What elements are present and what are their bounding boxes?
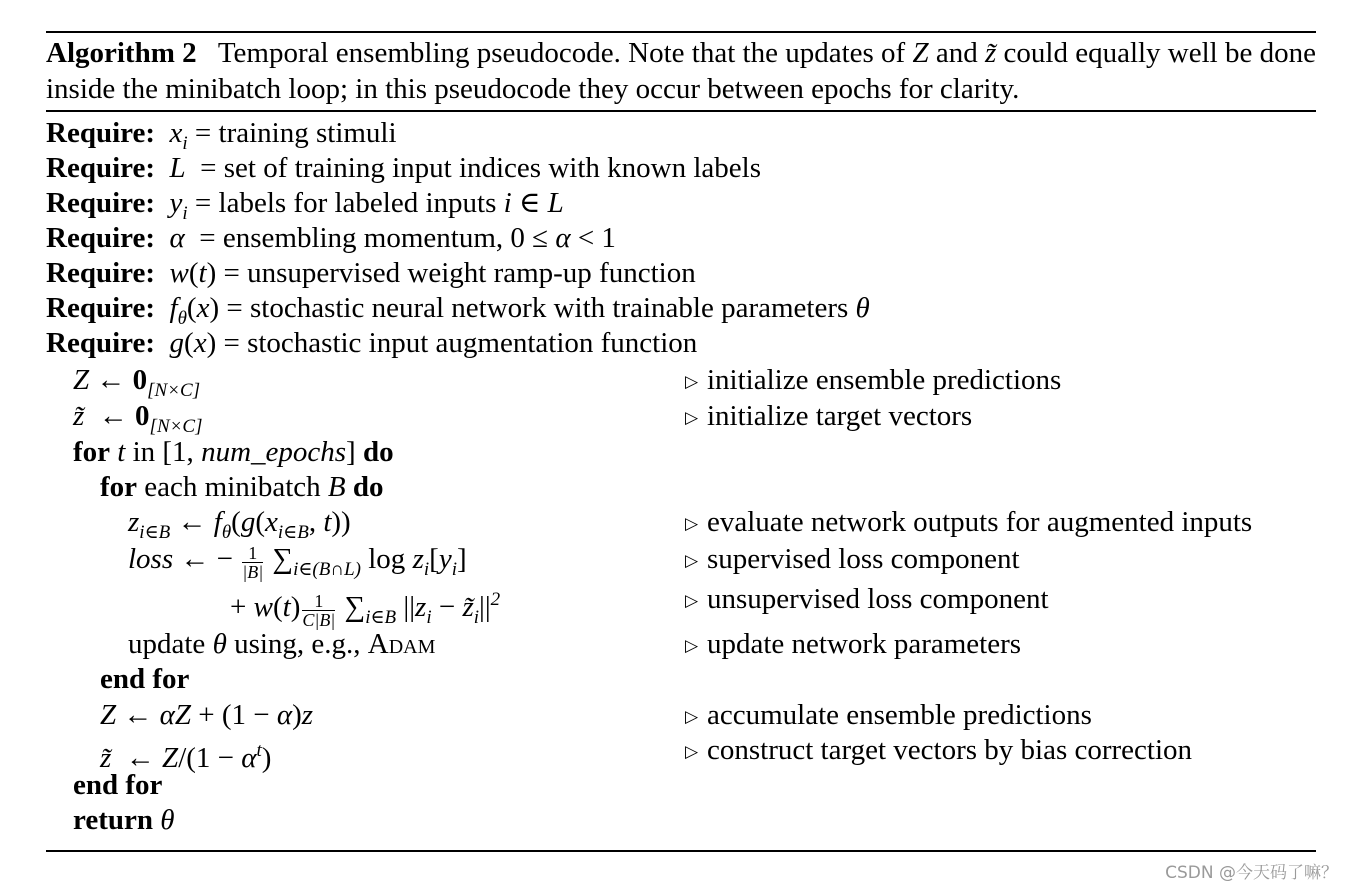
text [155, 222, 170, 254]
comment-text: accumulate ensemble predictions [707, 699, 1092, 731]
algorithm-line [0, 662, 1352, 698]
text: ← [170, 506, 214, 538]
algorithm-line [0, 221, 1352, 256]
text: = set of training input indices with known labels [185, 152, 761, 184]
keyword: for [73, 436, 111, 468]
keyword: 0 [132, 364, 148, 396]
math-term: θ [212, 628, 227, 660]
code-statement [73, 803, 175, 838]
algorithm-line [0, 627, 1352, 662]
algorithm-line [0, 698, 1352, 733]
algorithm-line [0, 470, 1352, 505]
text: and [928, 37, 985, 69]
math-term: w [253, 591, 273, 623]
keyword: Require: [46, 327, 156, 359]
text: ) = unsupervised weight ramp-up function [206, 257, 696, 289]
line-comment [685, 399, 972, 435]
text: log [361, 543, 413, 575]
math-term: loss [128, 543, 174, 575]
text: ) [261, 742, 272, 774]
text: could equally well be done inside the minibatch loop; in this pseudocode they occur between epochs for clarity. [46, 37, 1324, 105]
math-term: Adam [367, 628, 436, 660]
math-term: x [193, 327, 207, 359]
algorithm-label: Algorithm 2 [46, 37, 197, 69]
keyword: do [352, 471, 384, 503]
text: = labels for labeled inputs [187, 187, 504, 219]
algorithm-line [0, 326, 1352, 363]
text: + [230, 591, 254, 623]
comment-triangle-icon: ▷ [685, 408, 699, 427]
line-comment [685, 542, 1020, 578]
keyword: Require: [46, 222, 156, 254]
fraction [302, 592, 335, 629]
algorithm-line [0, 542, 1352, 582]
line-comment [685, 363, 1061, 399]
text: ∑ [337, 591, 366, 623]
math-term: Z [100, 699, 117, 731]
text: = ensembling momentum, 0 ≤ [184, 222, 556, 254]
algorithm-line [0, 291, 1352, 329]
comment-text: update network parameters [707, 628, 1022, 660]
comment-triangle-icon: ▷ [685, 636, 699, 655]
line-comment [685, 505, 1252, 541]
text [155, 152, 170, 184]
keyword: for [100, 471, 138, 503]
text: ← − [173, 543, 241, 575]
algorithm-line [0, 256, 1352, 291]
text: ∑ [265, 543, 294, 575]
math-term: z [415, 591, 427, 623]
math-term: i∈(B∩L) [293, 559, 361, 580]
caption-rule [46, 110, 1316, 112]
comment-text: initialize target vectors [707, 400, 973, 432]
text: ( [186, 292, 197, 324]
math-term: θ [855, 292, 870, 324]
math-term: Z [162, 742, 179, 774]
line-comment [685, 627, 1021, 663]
text: update [128, 628, 213, 660]
numerator: 1 [242, 544, 263, 563]
comment-triangle-icon: ▷ [685, 372, 699, 391]
math-term: L [169, 152, 186, 184]
math-term: z̃ [984, 37, 997, 69]
math-term: z̃ [462, 591, 474, 623]
keyword: end for [73, 769, 163, 801]
text: ( [255, 506, 265, 538]
math-term: αZ [159, 699, 191, 731]
comment-text: evaluate network outputs for augmented inputs [707, 506, 1253, 538]
math-term: [N×C] [149, 416, 203, 437]
top-rule [46, 31, 1316, 33]
comment-text: supervised loss component [707, 543, 1020, 575]
code-statement [100, 470, 383, 505]
line-comment [685, 582, 1049, 618]
algorithm-line [0, 151, 1352, 186]
math-term: B [327, 471, 346, 503]
code-statement [46, 151, 761, 186]
math-term: z̃ [73, 400, 85, 432]
code-statement [100, 698, 313, 733]
comment-triangle-icon: ▷ [685, 591, 699, 610]
text: ← [84, 400, 136, 432]
math-term: t [323, 506, 332, 538]
text: ← [89, 364, 133, 396]
comment-text: initialize ensemble predictions [707, 364, 1062, 396]
math-term: i [503, 187, 512, 219]
math-term: t [117, 436, 126, 468]
text: ( [184, 327, 194, 359]
math-term: α [555, 222, 571, 254]
algorithm-line [0, 363, 1352, 399]
text: = training stimuli [187, 117, 397, 149]
math-term: y [438, 543, 452, 575]
math-term: Z [73, 364, 90, 396]
algorithm-line [0, 116, 1352, 154]
text: Temporal ensembling pseudocode. Note that the updates of [196, 37, 913, 69]
comment-triangle-icon: ▷ [685, 551, 699, 570]
math-term: w [169, 257, 189, 289]
math-term: x [265, 506, 278, 538]
math-term: Z [912, 37, 929, 69]
comment-text: unsupervised loss component [707, 583, 1049, 615]
text: ← [116, 699, 160, 731]
math-term: i [182, 203, 188, 224]
code-statement [46, 256, 696, 291]
algorithm-line [0, 803, 1352, 838]
math-term: f [169, 292, 178, 324]
math-term: α [169, 222, 185, 254]
math-term: g [169, 327, 185, 359]
keyword: Require: [46, 257, 156, 289]
math-term: z̃ [100, 742, 112, 774]
text: ] [456, 543, 467, 575]
algorithm-line [0, 186, 1352, 224]
math-term: z [412, 543, 424, 575]
math-term: i [426, 607, 432, 628]
math-term: g [240, 506, 256, 538]
text: − [431, 591, 463, 623]
math-term: i [473, 607, 480, 628]
text [155, 187, 170, 219]
math-term: α [276, 699, 293, 731]
code-statement [46, 221, 616, 256]
caption-text [46, 37, 1323, 105]
algorithm-line [0, 582, 1352, 630]
numerator: 1 [302, 592, 335, 611]
code-statement [73, 435, 394, 470]
text: < 1 [570, 222, 616, 254]
text: || [396, 591, 416, 623]
algorithm-body [0, 116, 1352, 838]
math-term: 2 [490, 589, 501, 610]
text: ) [290, 591, 301, 623]
keyword: Require: [46, 152, 156, 184]
denominator: |B| [242, 562, 264, 582]
text: ( [272, 591, 283, 623]
text: ) [292, 699, 302, 731]
text: ← [111, 742, 163, 774]
text: each minibatch [137, 471, 328, 503]
math-term: θ [177, 308, 187, 329]
math-term: L [547, 187, 564, 219]
keyword: return [73, 804, 154, 836]
math-term: i∈B [365, 607, 397, 628]
keyword: do [362, 436, 394, 468]
bottom-rule [46, 850, 1316, 852]
keyword: Require: [46, 187, 156, 219]
math-term: θ [221, 522, 232, 543]
algorithm-line [0, 733, 1352, 774]
math-term: z [301, 699, 314, 731]
comment-triangle-icon: ▷ [685, 742, 699, 761]
text [155, 117, 170, 149]
keyword: Require: [46, 117, 156, 149]
math-term: i [423, 559, 430, 580]
text: ) = stochastic input augmentation function [206, 327, 698, 359]
math-term: f [213, 506, 222, 538]
math-term: i [182, 133, 188, 154]
math-term: z [128, 506, 140, 538]
text: ∈ [511, 187, 548, 219]
text: ( [188, 257, 199, 289]
math-term: θ [160, 804, 175, 836]
text: )) [331, 506, 351, 538]
text: ( [231, 506, 241, 538]
line-comment [685, 733, 1192, 769]
text: ] [346, 436, 363, 468]
denominator: C|B| [302, 610, 336, 630]
algorithm-line [0, 768, 1352, 803]
math-term: num_epochs [201, 436, 347, 468]
code-statement [100, 662, 189, 697]
text: ) = stochastic neural network with trainable parameters [209, 292, 856, 324]
code-statement [46, 326, 697, 361]
math-term: i [451, 559, 457, 580]
algorithm-line [0, 399, 1352, 435]
math-term: t [198, 257, 207, 289]
math-term: i∈B [139, 522, 171, 543]
comment-text: construct target vectors by bias correction [707, 734, 1193, 766]
comment-triangle-icon: ▷ [685, 514, 699, 533]
math-term: t [256, 740, 262, 761]
text: /(1 − [178, 742, 242, 774]
code-statement [128, 542, 467, 587]
code-statement [128, 627, 435, 662]
math-term: y [169, 187, 183, 219]
math-term: x [196, 292, 210, 324]
code-statement [73, 768, 162, 803]
math-term: i∈B [277, 522, 309, 543]
text [155, 257, 170, 289]
keyword: Require: [46, 292, 156, 324]
text: using, e.g., [226, 628, 368, 660]
text: , [308, 506, 324, 538]
fraction [242, 544, 263, 581]
keyword: end for [100, 663, 190, 695]
text: + (1 − [191, 699, 277, 731]
text [346, 471, 353, 503]
text: [ [429, 543, 439, 575]
line-comment [685, 698, 1092, 734]
keyword: 0 [135, 400, 150, 432]
comment-triangle-icon: ▷ [685, 707, 699, 726]
algorithm-caption [46, 35, 1324, 107]
math-term: t [282, 591, 291, 623]
algorithm-line [0, 435, 1352, 470]
text [155, 292, 170, 324]
text: in [1, [125, 436, 202, 468]
math-term: [N×C] [147, 380, 201, 401]
algorithm-line [0, 505, 1352, 542]
text [155, 327, 170, 359]
text: || [479, 591, 491, 623]
watermark: CSDN @今天码了嘛？ [1165, 863, 1338, 883]
math-term: x [169, 117, 183, 149]
math-term: α [241, 742, 257, 774]
